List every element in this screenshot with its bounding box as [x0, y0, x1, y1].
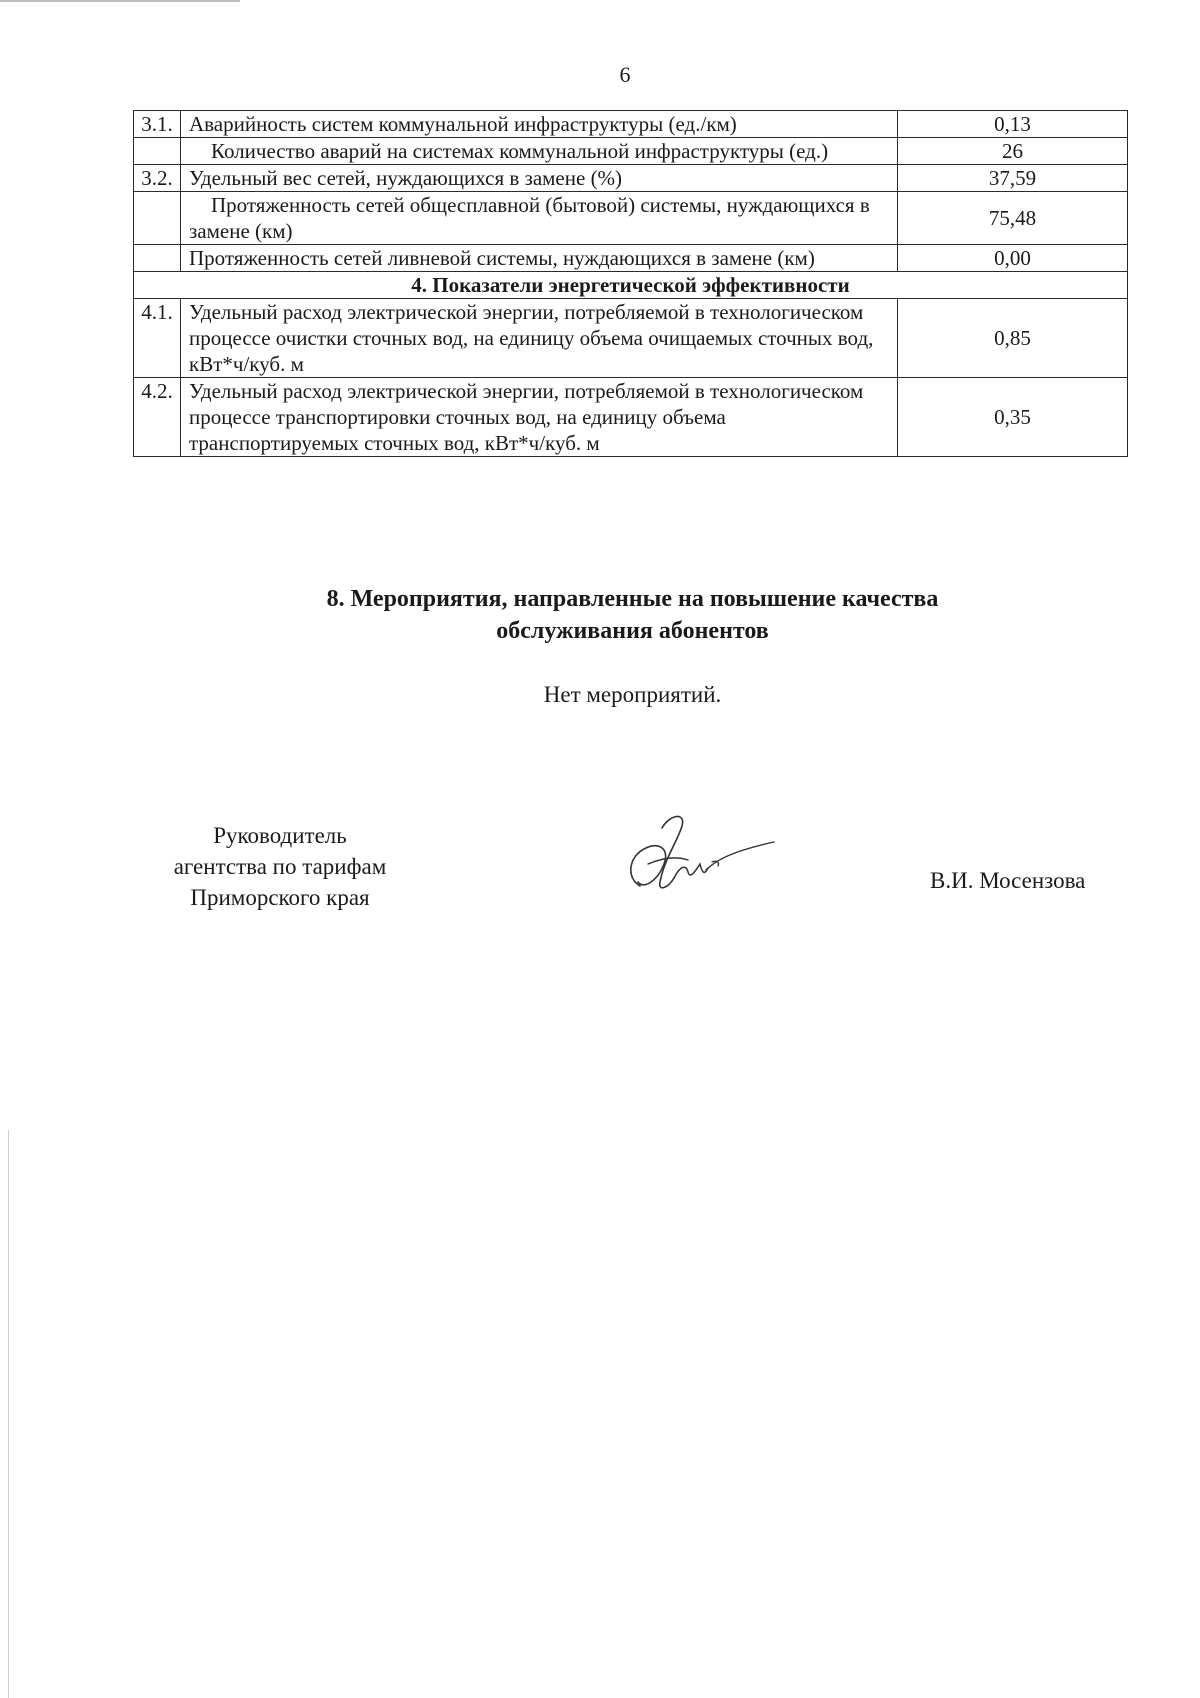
row-value: 0,13 [898, 111, 1128, 138]
table-row [134, 192, 1128, 245]
row-value: 0,00 [898, 245, 1128, 272]
table-row [134, 299, 1128, 378]
row-value: 37,59 [898, 165, 1128, 192]
table-row [134, 138, 1128, 165]
section-4-title: 4. Показатели энергетической эффективности [134, 272, 1128, 299]
table-row [134, 245, 1128, 272]
scan-edge-left [8, 1130, 9, 1698]
row-description: Протяженность сетей ливневой системы, нуждающихся в замене (км) [181, 245, 898, 272]
row-description: Удельный вес сетей, нуждающихся в замене (%) [181, 165, 898, 192]
handwritten-signature [618, 808, 778, 908]
section-8-heading-line2: обслуживания абонентов [496, 618, 769, 644]
row-description: Протяженность сетей общесплавной (бытовой) системы, нуждающихся в замене (км) [181, 192, 898, 245]
section-8-note: Нет мероприятий. [543, 682, 722, 707]
row-value: 75,48 [898, 192, 1128, 245]
row-number [134, 245, 181, 272]
row-number: 4.1. [134, 299, 181, 378]
row-number: 4.2. [134, 378, 181, 457]
section-header-row [134, 272, 1128, 299]
row-number [134, 192, 181, 245]
row-description: Удельный расход электрической энергии, потребляемой в технологическом процессе очистки сточных вод, на единицу объема очищаемых сточных вод, кВт*ч/куб. м [181, 299, 898, 378]
section-8-heading [0, 583, 1200, 647]
table-row [134, 378, 1128, 457]
signer-position [130, 820, 430, 913]
position-line: Приморского края [190, 885, 370, 910]
table-row [134, 111, 1128, 138]
row-description: Аварийность систем коммунальной инфраструктуры (ед./км) [181, 111, 898, 138]
position-line: агентства по тарифам [173, 854, 387, 879]
signer-name: В.И. Мосензова [930, 868, 1086, 893]
row-value: 0,85 [898, 299, 1128, 378]
row-description: Количество аварий на системах коммунальной инфраструктуры (ед.) [181, 138, 898, 165]
page-number: 6 [619, 62, 631, 87]
row-number: 3.1. [134, 111, 181, 138]
row-value: 26 [898, 138, 1128, 165]
scan-edge-top [0, 0, 240, 2]
row-number: 3.2. [134, 165, 181, 192]
section-8-heading-line1: 8. Мероприятия, направленные на повышение качества [326, 586, 939, 612]
row-description: Удельный расход электрической энергии, потребляемой в технологическом процессе транспортировки сточных вод, на единицу объема транспортируемых сточных вод, кВт*ч/куб. м [181, 378, 898, 457]
row-value: 0,35 [898, 378, 1128, 457]
position-line: Руководитель [213, 823, 347, 848]
indicators-table [133, 110, 1128, 457]
table-row [134, 165, 1128, 192]
row-number [134, 138, 181, 165]
